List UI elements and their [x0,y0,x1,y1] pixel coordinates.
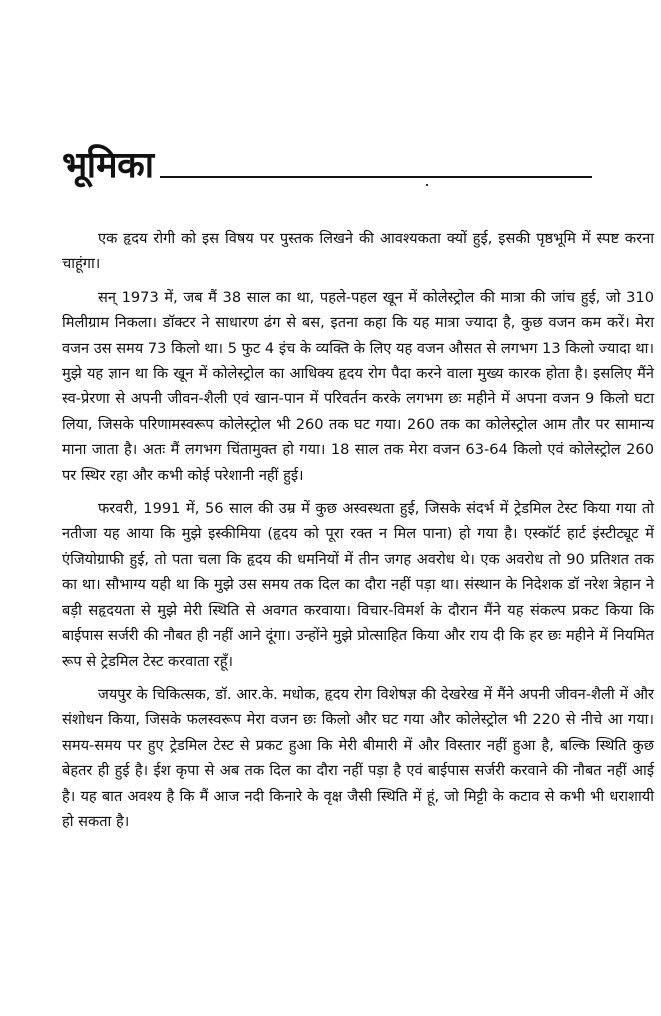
paragraph-1: एक हृदय रोगी को इस विषय पर पुस्तक लिखने की आवश्यकता क्यों हुई, इसकी पृष्ठभूमि में स्पष्ट करना चाहूंगा। [62,230,654,273]
body-text [62,226,654,842]
paragraph-4: जयपुर के चिकित्सक, डॉ. आर.के. मधोक, हृदय रोग विशेषज्ञ की देखरेख में मैंने अपनी जीवन-शैली में और संशोधन किया, जिसके फलस्वरूप मेरा वजन छः किलो और घट गया और कोलेस्ट्रोल भी 220 से नीचे आ गया। समय-समय पर हुए ट्रेडमिल टेस्ट से प्रकट हुआ कि मेरी बीमारी में और विस्तार नहीं हुआ है, बल्कि स्थिति कुछ बेहतर ही हुई है। ईश कृपा से अब तक दिल का दौरा नहीं पड़ा है एवं बाईपास सर्जरी करवाने की नौबत नहीं आई है। यह बात अवश्य है कि मैं आज नदी किनारे के वृक्ष जैसी स्थिति में हूं, जो मिट्टी के कटाव से कभी भी धराशायी हो सकता है। [62,685,654,830]
title-underline [160,176,592,178]
paragraph-3: फरवरी, 1991 में, 56 साल की उम्र में कुछ अस्वस्थता हुई, जिसके संदर्भ में ट्रेडमिल टेस्ट किया गया तो नतीजा यह आया कि मुझे इस्कीमिया (हृदय को पूरा रक्त न मिल पाना) हो गया है। एस्कॉर्ट हार्ट इंस्टीट्यूट में एंजियोग्राफी हुई, तो पता चला कि हृदय की धमनियों में तीन जगह अवरोध थे। एक अवरोध तो 90 प्रतिशत तक का था। सौभाग्य यही था कि मुझे उस समय तक दिल का दौरा नहीं पड़ा था। संस्थान के निदेशक डॉ नरेश त्रेहान ने बड़ी सहृदयता से मुझे मेरी स्थिति से अवगत करवाया। विचार-विमर्श के दौरान मैंने यह संकल्प प्रकट किया कि बाईपास सर्जरी की नौबत ही नहीं आने दूंगा। उन्होंने मुझे प्रोत्साहित किया और राय दी कि हर छः महीने में नियमित रूप से ट्रेडमिल टेस्ट करवाता रहूँ। [62,500,654,670]
print-speck [426,184,428,186]
page-title: भूमिका [62,145,154,186]
heading-row [62,138,592,188]
paragraph-2: सन् 1973 में, जब मैं 38 साल का था, पहले-पहल खून में कोलेस्ट्रोल की मात्रा की जांच हुई, जो 310 मिलीग्राम निकला। डॉक्टर ने साधारण ढंग से बस, इतना कहा कि यह मात्रा ज्यादा है, कुछ वजन कम करें। मेरा वजन उस समय 73 किलो था। 5 फुट 4 इंच के व्यक्ति के लिए यह वजन औसत से लगभग 13 किलो ज्यादा था। मुझे यह ज्ञान था कि खून में कोलेस्ट्रोल का आधिक्य हृदय रोग पैदा करने वाला मुख्य कारक होता है। इसलिए मैंने स्व-प्रेरणा से अपनी जीवन-शैली एवं खान-पान में परिवर्तन करके लगभग छः महीने में अपना वजन 9 किलो घटा लिया, जिसके परिणामस्वरूप कोलेस्ट्रोल भी 260 तक घट गया। 260 तक का कोलेस्ट्रोल आम तौर पर सामान्य माना जाता है। अतः मैं लगभग चिंतामुक्त हो गया। 18 साल तक मेरा वजन 63-64 किलो एवं कोलेस्ट्रोल 260 पर स्थिर रहा और कभी कोई परेशानी नहीं हुई। [62,288,654,484]
